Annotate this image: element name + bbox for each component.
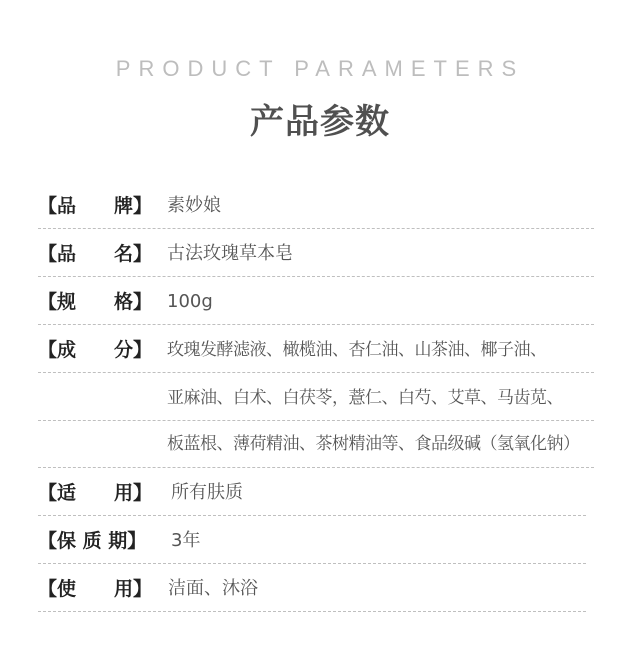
param-value-spec: 100g: [167, 291, 213, 312]
param-row-ingredients: [38, 326, 598, 374]
param-value-usage: 洁面、沐浴: [168, 578, 258, 599]
param-value-brand: 素妙娘: [167, 195, 221, 216]
row-divider: [38, 515, 586, 516]
header-title-english: PRODUCT PARAMETERS: [115, 56, 525, 81]
row-divider: [38, 467, 594, 468]
param-key-spec: 【规 格】: [38, 291, 153, 313]
param-row-brand: [38, 182, 598, 230]
param-key-brand: 【品 牌】: [38, 195, 153, 217]
param-row-name: [38, 230, 598, 278]
param-value-ingredients-line-1: 玫瑰发酵滤液、橄榄油、杏仁油、山茶油、椰子油、: [167, 340, 547, 360]
param-row-usage: [38, 565, 598, 613]
row-divider: [38, 228, 594, 229]
param-row-suitable: [38, 469, 598, 517]
param-value-suitable: 所有肤质: [171, 482, 243, 503]
row-divider: [38, 563, 586, 564]
param-row-ingredients-cont-1: [38, 374, 598, 422]
param-key-name: 【品 名】: [38, 243, 153, 265]
param-value-shelf-life: 3年: [171, 530, 201, 551]
param-key-ingredients: 【成 分】: [38, 339, 153, 361]
param-row-ingredients-cont-2: [38, 420, 608, 468]
param-key-shelf-life: 【保 质 期】: [38, 530, 147, 552]
row-divider: [38, 324, 594, 325]
row-divider: [38, 372, 594, 373]
header-title-chinese: 产品参数: [250, 102, 390, 142]
param-row-shelf-life: [38, 517, 598, 565]
param-key-suitable: 【适 用】: [38, 482, 153, 504]
row-divider: [38, 611, 586, 612]
param-value-ingredients-line-2: 亚麻油、白术、白茯苓，薏仁、白芍、艾草、马齿苋、: [167, 388, 563, 408]
param-row-spec: [38, 278, 598, 326]
row-divider: [38, 276, 594, 277]
param-key-usage: 【使 用】: [38, 578, 153, 600]
param-value-ingredients-line-3: 板蓝根、薄荷精油、茶树精油等、食品级碱（氢氧化钠）: [167, 434, 580, 454]
param-value-name: 古法玫瑰草本皂: [167, 243, 293, 264]
